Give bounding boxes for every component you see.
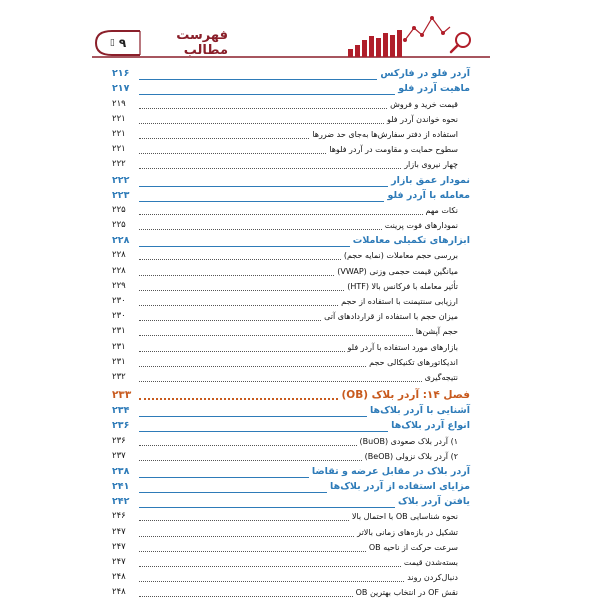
line-chart-icon: [403, 16, 450, 42]
toc-entry-page: ۲۲۸: [112, 265, 126, 276]
toc-entry-title: تشکیل در بازه‌های زمانی بالاتر: [357, 527, 458, 537]
toc-entry-sub[interactable]: [112, 540, 470, 555]
toc-entry-title: بررسی حجم معاملات (نمایه حجم): [343, 251, 458, 261]
toc-entry-title: آردر بلاک در مقابل عرضه و تقاضا: [311, 465, 470, 477]
toc-entry-sub[interactable]: [112, 509, 470, 524]
toc-entry-sub[interactable]: [112, 370, 470, 385]
toc-entry-section[interactable]: [112, 172, 470, 187]
toc-entry-sub[interactable]: [112, 585, 470, 600]
toc-entry-sub[interactable]: [112, 203, 470, 218]
toc-entry-page: ۲۲۱: [112, 128, 126, 139]
toc-entry-section[interactable]: [112, 418, 470, 433]
dot-leader: [139, 213, 423, 215]
toc-entry-sub[interactable]: [112, 248, 470, 263]
toc-entry-section[interactable]: [112, 81, 470, 96]
toc-entry-title: ماهیت آردر فلو: [398, 83, 470, 95]
toc-entry-title: آشنایی با آردر بلاک‌ها: [369, 405, 470, 417]
toc-entry-title: فصل ۱۴: آردر بلاک (OB): [341, 388, 470, 401]
toc-entry-page: ۲۴۷: [112, 541, 126, 552]
toc-entry-page: ۲۳۳: [112, 388, 132, 401]
toc-entry-title: سرعت حرکت از ناحیه OB: [368, 542, 458, 552]
toc-entry-page: ۲۴۱: [112, 481, 130, 493]
toc-entry-sub[interactable]: [112, 127, 470, 142]
toc-entry-sub[interactable]: [112, 218, 470, 233]
bar-chart-icon: [348, 30, 402, 57]
toc-entry-sub[interactable]: [112, 142, 470, 157]
dot-leader: [139, 380, 422, 382]
dot-leader: [139, 397, 338, 400]
toc-entry-section[interactable]: [112, 188, 470, 203]
dot-leader: [139, 430, 388, 432]
toc-entry-title: میزان حجم با استفاده از قراردادهای آتی: [324, 312, 458, 322]
dot-leader: [139, 415, 367, 417]
toc-entry-sub[interactable]: [112, 324, 470, 339]
toc-entry-title: آردر فلو در فارکس: [380, 68, 470, 80]
dot-leader: [139, 459, 362, 461]
dot-leader: [139, 595, 353, 597]
toc-entry-title: نمودار عمق بازار: [391, 174, 470, 186]
toc-entry-page: ۲۲۸: [112, 250, 126, 261]
toc-entry-title: مزایای استفاده از آردر بلاک‌ها: [330, 481, 470, 493]
toc-entry-page: ۲۴۷: [112, 526, 126, 537]
dot-leader: [139, 304, 338, 306]
toc-entry-page: ۲۲۲: [112, 159, 126, 170]
toc-entry-title: استفاده از دفتر سفارش‌ها به‌جای حد ضررها: [312, 129, 458, 139]
dot-leader: [139, 506, 395, 508]
toc-entry-title: چهار نیروی بازار: [404, 160, 458, 170]
dot-leader: [139, 107, 387, 109]
dot-leader: [139, 200, 384, 202]
dot-leader: [139, 137, 309, 139]
dot-leader: [139, 93, 395, 95]
header-decoration: [0, 0, 600, 62]
dot-leader: [139, 580, 404, 582]
toc-entry-page: ۲۳۱: [112, 356, 126, 367]
dot-leader: [139, 152, 326, 154]
toc-entry-sub[interactable]: [112, 339, 470, 354]
dot-leader: [139, 289, 344, 291]
toc-entry-title: انواع آردر بلاک‌ها: [391, 420, 470, 432]
dot-leader: [139, 245, 350, 247]
toc-entry-page: ۲۴۲: [112, 496, 130, 508]
dot-leader: [139, 122, 384, 124]
toc-entry-page: ۲۳۸: [112, 465, 130, 477]
toc-entry-page: ۲۳۶: [112, 435, 126, 446]
toc-entry-title: بازارهای مورد استفاده با آردر فلو: [347, 342, 458, 352]
page-number: ۹: [118, 36, 127, 50]
toc-entry-title: یافتن آردر بلاک: [398, 496, 470, 508]
toc-entry-page: ۲۳۱: [112, 326, 126, 337]
dot-leader: [139, 350, 345, 352]
toc-entry-page: ۲۱۹: [112, 98, 126, 109]
toc-entry-sub[interactable]: [112, 112, 470, 127]
page-header: [0, 0, 600, 62]
toc-entry-sub[interactable]: [112, 570, 470, 585]
dot-leader: [139, 228, 382, 230]
toc-entry-section[interactable]: [112, 494, 470, 509]
toc-entry-page: ۲۱۶: [112, 68, 130, 80]
toc-entry-title: ۲) آردر بلاک نزولی (BeOB): [364, 451, 458, 461]
dot-leader: [139, 78, 377, 80]
toc-entry-page: ۲۳۷: [112, 450, 126, 461]
toc-entry-page: ۲۳۲: [112, 371, 126, 382]
toc-entry-section[interactable]: [112, 66, 470, 81]
toc-entry-page: ۲۳۰: [112, 296, 126, 306]
toc-entry-chapter[interactable]: [112, 385, 470, 403]
toc-entry-page: ۲۲۱: [112, 113, 126, 124]
table-of-contents: [112, 66, 470, 600]
dot-leader: [139, 167, 401, 169]
toc-entry-title: ابزارهای تکمیلی معاملات: [352, 235, 470, 247]
magnifier-icon: [451, 33, 470, 52]
page-symbol: ▯: [109, 38, 115, 48]
toc-entry-page: ۲۲۲: [112, 174, 130, 186]
toc-entry-section[interactable]: [112, 464, 470, 479]
toc-entry-page: ۲۲۹: [112, 280, 126, 291]
dot-leader: [139, 519, 349, 521]
dot-leader: [139, 565, 401, 567]
toc-entry-page: ۲۴۶: [112, 511, 126, 522]
page-number-box: [101, 33, 135, 53]
toc-entry-sub[interactable]: [112, 157, 470, 172]
toc-entry-sub[interactable]: [112, 555, 470, 570]
toc-entry-sub[interactable]: [112, 355, 470, 370]
dot-leader: [139, 535, 354, 537]
toc-entry-title: تأثیر معامله با فرکانس بالا (HTF): [347, 281, 458, 291]
toc-entry-sub[interactable]: [112, 449, 470, 464]
toc-entry-title: حجم آپشن‌ها: [415, 327, 458, 337]
toc-entry-title: نحوه خواندن آردر فلو: [386, 114, 458, 124]
toc-entry-title: ۱) آردر بلاک صعودی (BuOB): [359, 436, 458, 446]
toc-entry-title: بسته‌شدن قیمت: [403, 558, 458, 567]
toc-entry-page: ۲۴۷: [112, 557, 126, 567]
toc-entry-sub[interactable]: [112, 294, 470, 309]
dot-leader: [139, 258, 341, 260]
toc-entry-page: ۲۳۴: [112, 405, 130, 417]
dot-leader: [139, 550, 366, 552]
page-title: فهرست مطالب: [176, 28, 228, 58]
toc-entry-title: نمودارهای فوت پرینت: [384, 221, 458, 231]
toc-entry-title: نتیجه‌گیری: [424, 372, 458, 382]
toc-entry-page: ۲۲۵: [112, 204, 126, 215]
toc-entry-page: ۲۲۱: [112, 144, 126, 155]
toc-entry-sub[interactable]: [112, 433, 470, 448]
dot-leader: [139, 185, 388, 187]
toc-entry-title: نحوه شناسایی OB با احتمال بالا: [351, 512, 458, 522]
dot-leader: [139, 319, 321, 321]
toc-entry-sub[interactable]: [112, 309, 470, 324]
dot-leader: [139, 365, 366, 367]
toc-entry-sub[interactable]: [112, 96, 470, 111]
toc-entry-page: ۲۳۱: [112, 341, 126, 352]
toc-entry-page: ۲۲۳: [112, 189, 130, 201]
toc-entry-page: ۲۳۶: [112, 420, 130, 432]
toc-entry-section[interactable]: [112, 403, 470, 418]
toc-entry-page: ۲۱۷: [112, 83, 130, 95]
toc-entry-page: ۲۴۸: [112, 587, 126, 598]
toc-entry-title: معامله با آردر فلو: [387, 189, 470, 201]
toc-entry-page: ۲۴۸: [112, 572, 126, 583]
toc-entry-title: سطوح حمایت و مقاومت در آردر فلوها: [329, 145, 458, 155]
toc-entry-sub[interactable]: [112, 524, 470, 539]
dot-leader: [139, 491, 327, 493]
toc-entry-section[interactable]: [112, 233, 470, 248]
dot-leader: [139, 476, 309, 478]
dot-leader: [139, 274, 334, 276]
toc-entry-page: ۲۲۵: [112, 220, 126, 231]
toc-entry-title: قیمت خرید و فروش: [390, 99, 458, 109]
toc-entry-section[interactable]: [112, 479, 470, 494]
dot-leader: [139, 334, 413, 336]
toc-entry-page: ۲۲۸: [112, 235, 130, 247]
toc-entry-sub[interactable]: [112, 279, 470, 294]
toc-entry-title: دنبال‌کردن روند: [407, 573, 458, 583]
toc-entry-sub[interactable]: [112, 263, 470, 278]
toc-entry-title: ارزیابی سنتیمنت با استفاده از حجم: [341, 297, 458, 306]
toc-entry-page: ۲۳۰: [112, 311, 126, 322]
toc-entry-title: اندیکاتورهای تکنیکالی حجم: [369, 357, 458, 367]
dot-leader: [139, 444, 357, 446]
toc-entry-title: میانگین قیمت حجمی وزنی (VWAP): [337, 266, 458, 276]
toc-entry-title: نکات مهم: [425, 205, 458, 215]
toc-entry-title: نقش OF در انتخاب بهترین OB: [355, 588, 458, 598]
